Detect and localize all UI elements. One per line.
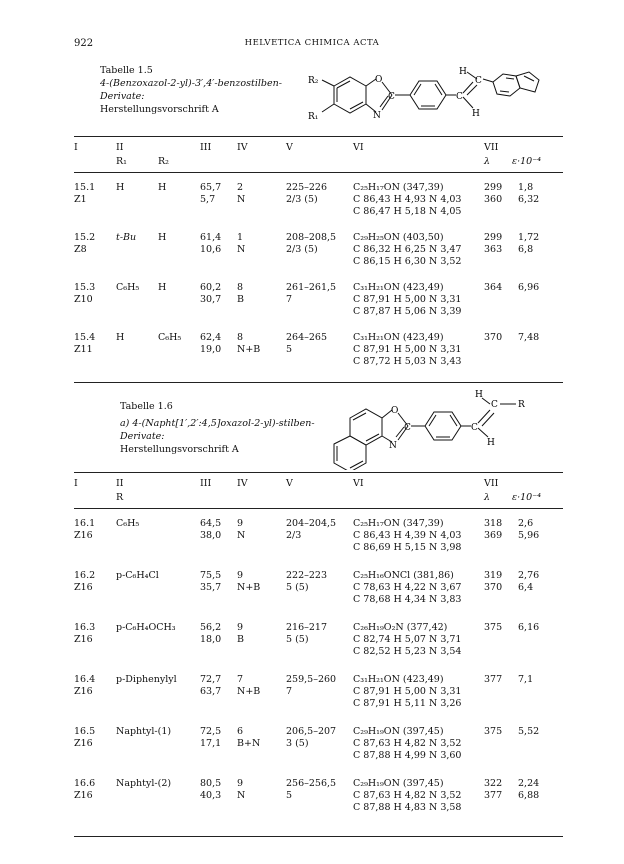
- cell-v-a: 264–265: [286, 332, 328, 343]
- cell-found: C 86,47 H 5,18 N 4,05: [353, 206, 462, 217]
- structure1-diagram: [300, 52, 550, 134]
- cell-r: p-C₆H₄Cl: [116, 570, 159, 581]
- cell-iv-b: N+B: [237, 344, 261, 355]
- cell-eps1: 2,24: [518, 778, 540, 789]
- t2-h-R: R: [116, 492, 124, 503]
- struct1-H-top: H: [459, 67, 467, 77]
- cell-iii-a: 56,2: [200, 622, 222, 633]
- t1-h-I: I: [74, 142, 78, 153]
- cell-iii-b: 35,7: [200, 582, 222, 593]
- cell-lambda1: 319: [484, 570, 503, 581]
- structure2-diagram: [320, 380, 550, 470]
- struct2-naph-ring-a: [350, 409, 382, 445]
- t1-h-III: III: [200, 142, 212, 153]
- table2-title2: Derivate:: [120, 431, 165, 442]
- cell-lambda1: 318: [484, 518, 503, 529]
- cell-v-a: 208–208,5: [286, 232, 337, 243]
- cell-iii-b: 5,7: [200, 194, 216, 205]
- t1-h-eps: ε·10⁻⁴: [512, 156, 542, 167]
- cell-r: p-C₆H₄OCH₃: [116, 622, 176, 633]
- cell-v-a: 216–217: [286, 622, 328, 633]
- struct1-H-bottom: H: [472, 109, 480, 119]
- cell-eps2: 5,96: [518, 530, 540, 541]
- table-row: [0, 232, 624, 272]
- table1-rule-mid: [74, 172, 563, 173]
- t2-h-VI: VI: [353, 478, 364, 489]
- cell-calc: C 87,91 H 5,00 N 3,31: [353, 344, 462, 355]
- table-row: [0, 182, 624, 222]
- t2-h-III: III: [200, 478, 212, 489]
- table-row: [0, 726, 624, 766]
- cell-id: 16.2: [74, 570, 96, 581]
- t1-h-VI: VI: [353, 142, 364, 153]
- cell-z: Z10: [74, 294, 93, 305]
- cell-z: Z16: [74, 738, 93, 749]
- t2-h-I: I: [74, 478, 78, 489]
- struct2-O: O: [391, 406, 399, 416]
- table-row: [0, 518, 624, 558]
- cell-iii-b: 38,0: [200, 530, 222, 541]
- struct2-R: R: [518, 400, 525, 410]
- table1-caption: [100, 64, 282, 116]
- cell-iii-b: 19,0: [200, 344, 222, 355]
- cell-calc: C 86,43 H 4,93 N 4,03: [353, 194, 462, 205]
- table2-label: Tabelle 1.6: [120, 401, 173, 412]
- cell-iii-a: 61,4: [200, 232, 222, 243]
- cell-iii-b: 30,7: [200, 294, 222, 305]
- cell-z: Z16: [74, 686, 93, 697]
- cell-formula: C₃₁H₂₁ON (423,49): [353, 674, 444, 685]
- table2-title: a) 4-(Napht[1′,2′:4,5]oxazol-2-yl)-stilben-: [120, 418, 315, 429]
- t1-h-VII: VII: [484, 142, 499, 153]
- cell-id: 16.4: [74, 674, 96, 685]
- cell-r2: H: [158, 182, 167, 193]
- cell-calc: C 82,74 H 5,07 N 3,71: [353, 634, 462, 645]
- cell-calc: C 86,43 H 4,39 N 4,03: [353, 530, 462, 541]
- cell-iv-b: N+B: [237, 582, 261, 593]
- cell-iii-a: 60,2: [200, 282, 222, 293]
- cell-r: Naphtyl-(1): [116, 726, 172, 737]
- cell-calc: C 87,63 H 4,82 N 3,52: [353, 790, 462, 801]
- cell-iii-b: 17,1: [200, 738, 222, 749]
- struct1-C-vinyl2: C: [475, 76, 482, 86]
- table2-rule-bottom: [74, 836, 563, 837]
- journal-title: HELVETICA CHIMICA ACTA: [244, 38, 380, 48]
- cell-r1: H: [116, 182, 125, 193]
- cell-found: C 87,88 H 4,83 N 3,58: [353, 802, 462, 813]
- cell-iii-a: 64,5: [200, 518, 222, 529]
- cell-lambda1: 370: [484, 332, 503, 343]
- struct1-C-oxazole: C: [388, 92, 395, 102]
- cell-found: C 82,52 H 5,23 N 3,54: [353, 646, 462, 657]
- cell-id: 15.4: [74, 332, 96, 343]
- cell-eps1: 6,96: [518, 282, 540, 293]
- cell-eps1: 6,16: [518, 622, 540, 633]
- cell-id: 16.1: [74, 518, 96, 529]
- cell-iv-b: N: [237, 244, 246, 255]
- cell-r: C₆H₅: [116, 518, 140, 529]
- table-row: [0, 778, 624, 818]
- struct1-C-vinyl1: C: [456, 92, 463, 102]
- cell-formula: C₂₉H₂₅ON (403,50): [353, 232, 444, 243]
- cell-v-b: 5: [286, 344, 293, 355]
- struct1-R1: R₁: [308, 112, 319, 122]
- cell-iv-a: 9: [237, 570, 244, 581]
- cell-formula: C₃₁H₂₁ON (423,49): [353, 332, 444, 343]
- cell-iii-a: 72,5: [200, 726, 222, 737]
- cell-iv-b: N+B: [237, 686, 261, 697]
- cell-v-b: 5 (5): [286, 582, 309, 593]
- cell-r1: H: [116, 332, 125, 343]
- cell-iv-b: B: [237, 634, 244, 645]
- struct1-benzo-ring: [334, 77, 366, 113]
- cell-v-b: 2/3: [286, 530, 302, 541]
- t2-h-eps: ε·10⁻⁴: [512, 492, 542, 503]
- t1-h-lambda: λ: [484, 156, 491, 167]
- table2-rule-top: [74, 472, 563, 473]
- struct2-naph-ring-b: [334, 436, 366, 470]
- cell-eps1: 5,52: [518, 726, 540, 737]
- cell-calc: C 87,91 H 5,00 N 3,31: [353, 294, 462, 305]
- cell-iv-b: B: [237, 294, 244, 305]
- cell-id: 15.2: [74, 232, 96, 243]
- cell-v-b: 7: [286, 686, 293, 697]
- cell-iv-a: 9: [237, 778, 244, 789]
- cell-calc: C 86,32 H 6,25 N 3,47: [353, 244, 462, 255]
- cell-v-b: 5: [286, 790, 293, 801]
- cell-id: 15.1: [74, 182, 96, 193]
- cell-eps2: 6,4: [518, 582, 534, 593]
- t1-h-R1: R₁: [116, 156, 127, 167]
- cell-lambda1: 375: [484, 726, 503, 737]
- table2-method: Herstellungsvorschrift A: [120, 444, 239, 455]
- t1-h-R2: R₂: [158, 156, 169, 167]
- cell-found: C 86,15 H 6,30 N 3,52: [353, 256, 462, 267]
- t2-h-V: V: [286, 478, 293, 489]
- cell-r1: C₆H₅: [116, 282, 140, 293]
- cell-eps2: 6,8: [518, 244, 534, 255]
- t2-h-II: II: [116, 478, 124, 489]
- cell-v-a: 222–223: [286, 570, 328, 581]
- cell-v-b: 3 (5): [286, 738, 309, 749]
- cell-formula: C₂₉H₁₉ON (397,45): [353, 778, 444, 789]
- cell-formula: C₂₅H₁₇ON (347,39): [353, 518, 444, 529]
- cell-z: Z11: [74, 344, 93, 355]
- cell-calc: C 87,63 H 4,82 N 3,52: [353, 738, 462, 749]
- cell-eps1: 7,1: [518, 674, 534, 685]
- cell-v-b: 7: [286, 294, 293, 305]
- cell-v-b: 2/3 (5): [286, 244, 318, 255]
- cell-lambda1: 375: [484, 622, 503, 633]
- cell-v-a: 206,5–207: [286, 726, 337, 737]
- table1-rule-top: [74, 136, 563, 137]
- struct2-C-oxazole: C: [404, 423, 411, 433]
- cell-found: C 87,72 H 5,03 N 3,43: [353, 356, 462, 367]
- table1-label: Tabelle 1.5: [100, 65, 153, 76]
- cell-v-a: 256–256,5: [286, 778, 337, 789]
- table-row: [0, 622, 624, 662]
- cell-iv-a: 6: [237, 726, 244, 737]
- cell-lambda1: 364: [484, 282, 503, 293]
- struct1-phenyl-ring: [410, 81, 446, 109]
- cell-formula: C₂₅H₁₇ON (347,39): [353, 182, 444, 193]
- struct2-phenyl-ring: [425, 412, 461, 440]
- cell-eps1: 1,72: [518, 232, 540, 243]
- cell-z: Z16: [74, 582, 93, 593]
- cell-eps2: 6,88: [518, 790, 540, 801]
- cell-r: p-Diphenylyl: [116, 674, 177, 685]
- cell-iii-a: 72,7: [200, 674, 222, 685]
- cell-formula: C₃₁H₂₁ON (423,49): [353, 282, 444, 293]
- cell-iii-b: 40,3: [200, 790, 222, 801]
- cell-found: C 87,91 H 5,11 N 3,26: [353, 698, 462, 709]
- cell-r2: C₆H₅: [158, 332, 182, 343]
- cell-iv-a: 7: [237, 674, 244, 685]
- table-row: [0, 674, 624, 714]
- t2-h-lambda: λ: [484, 492, 491, 503]
- cell-z: Z16: [74, 790, 93, 801]
- t1-h-IV: IV: [237, 142, 248, 153]
- cell-id: 16.3: [74, 622, 96, 633]
- struct2-C-vinyl2: C: [491, 400, 498, 410]
- t2-h-IV: IV: [237, 478, 248, 489]
- cell-r1: t-Bu: [116, 232, 137, 243]
- cell-calc: C 78,63 H 4,22 N 3,67: [353, 582, 462, 593]
- cell-iv-a: 2: [237, 182, 244, 193]
- cell-iv-a: 9: [237, 622, 244, 633]
- cell-v-a: 261–261,5: [286, 282, 337, 293]
- t2-h-VII: VII: [484, 478, 499, 489]
- cell-found: C 78,68 H 4,34 N 3,83: [353, 594, 462, 605]
- cell-iv-a: 1: [237, 232, 244, 243]
- table-row: [0, 570, 624, 610]
- cell-calc: C 87,91 H 5,00 N 3,31: [353, 686, 462, 697]
- t1-h-II: II: [116, 142, 124, 153]
- cell-found: C 87,87 H 5,06 N 3,39: [353, 306, 462, 317]
- cell-lambda2: 377: [484, 790, 503, 801]
- cell-iv-b: N: [237, 530, 246, 541]
- cell-lambda2: 369: [484, 530, 503, 541]
- cell-v-b: 5 (5): [286, 634, 309, 645]
- struct2-C-vinyl1: C: [471, 423, 478, 433]
- cell-iv-a: 8: [237, 332, 244, 343]
- cell-eps1: 2,6: [518, 518, 534, 529]
- struct1-N: N: [373, 111, 381, 121]
- cell-z: Z16: [74, 530, 93, 541]
- cell-lambda2: 363: [484, 244, 503, 255]
- struct2-H-bottom: H: [487, 438, 495, 448]
- table-row: [0, 332, 624, 372]
- page-number: 922: [74, 38, 94, 49]
- cell-lambda1: 299: [484, 182, 503, 193]
- struct2-N: N: [389, 441, 397, 451]
- cell-z: Z8: [74, 244, 87, 255]
- cell-formula: C₂₅H₁₆ONCl (381,86): [353, 570, 454, 581]
- cell-iii-a: 80,5: [200, 778, 222, 789]
- cell-iii-b: 18,0: [200, 634, 222, 645]
- cell-iv-b: B+N: [237, 738, 261, 749]
- cell-z: Z16: [74, 634, 93, 645]
- table1-title: 4-(Benzoxazol-2-yl)-3′,4′-benzostilben-: [100, 78, 282, 89]
- cell-found: C 86,69 H 5,15 N 3,98: [353, 542, 462, 553]
- cell-iv-a: 8: [237, 282, 244, 293]
- cell-iii-a: 75,5: [200, 570, 222, 581]
- table2-caption: [120, 400, 315, 456]
- struct2-H-top: H: [475, 390, 483, 400]
- cell-found: C 87,88 H 4,99 N 3,60: [353, 750, 462, 761]
- cell-iii-a: 62,4: [200, 332, 222, 343]
- cell-lambda1: 299: [484, 232, 503, 243]
- table-row: [0, 282, 624, 322]
- struct1-O: O: [375, 75, 383, 85]
- cell-eps2: 6,32: [518, 194, 540, 205]
- cell-iv-b: N: [237, 194, 246, 205]
- t1-h-V: V: [286, 142, 293, 153]
- table1-title2: Derivate:: [100, 91, 145, 102]
- cell-lambda1: 377: [484, 674, 503, 685]
- cell-eps1: 1,8: [518, 182, 534, 193]
- cell-eps1: 7,48: [518, 332, 540, 343]
- cell-r: Naphtyl-(2): [116, 778, 172, 789]
- cell-iv-a: 9: [237, 518, 244, 529]
- cell-iii-b: 10,6: [200, 244, 222, 255]
- cell-v-a: 259,5–260: [286, 674, 337, 685]
- cell-v-a: 204–204,5: [286, 518, 337, 529]
- cell-eps1: 2,76: [518, 570, 540, 581]
- cell-v-a: 225–226: [286, 182, 328, 193]
- table2-rule-mid: [74, 508, 563, 509]
- struct1-R2: R₂: [308, 76, 319, 86]
- cell-z: Z1: [74, 194, 87, 205]
- cell-r2: H: [158, 282, 167, 293]
- cell-id: 16.6: [74, 778, 96, 789]
- table1-method: Herstellungsvorschrift A: [100, 104, 219, 115]
- cell-lambda2: 360: [484, 194, 503, 205]
- cell-formula: C₂₆H₁₉O₂N (377,42): [353, 622, 448, 633]
- cell-id: 15.3: [74, 282, 96, 293]
- cell-r2: H: [158, 232, 167, 243]
- cell-lambda1: 322: [484, 778, 503, 789]
- cell-id: 16.5: [74, 726, 96, 737]
- cell-v-b: 2/3 (5): [286, 194, 318, 205]
- cell-formula: C₂₉H₁₉ON (397,45): [353, 726, 444, 737]
- cell-lambda2: 370: [484, 582, 503, 593]
- cell-iii-a: 65,7: [200, 182, 222, 193]
- cell-iv-b: N: [237, 790, 246, 801]
- cell-iii-b: 63,7: [200, 686, 222, 697]
